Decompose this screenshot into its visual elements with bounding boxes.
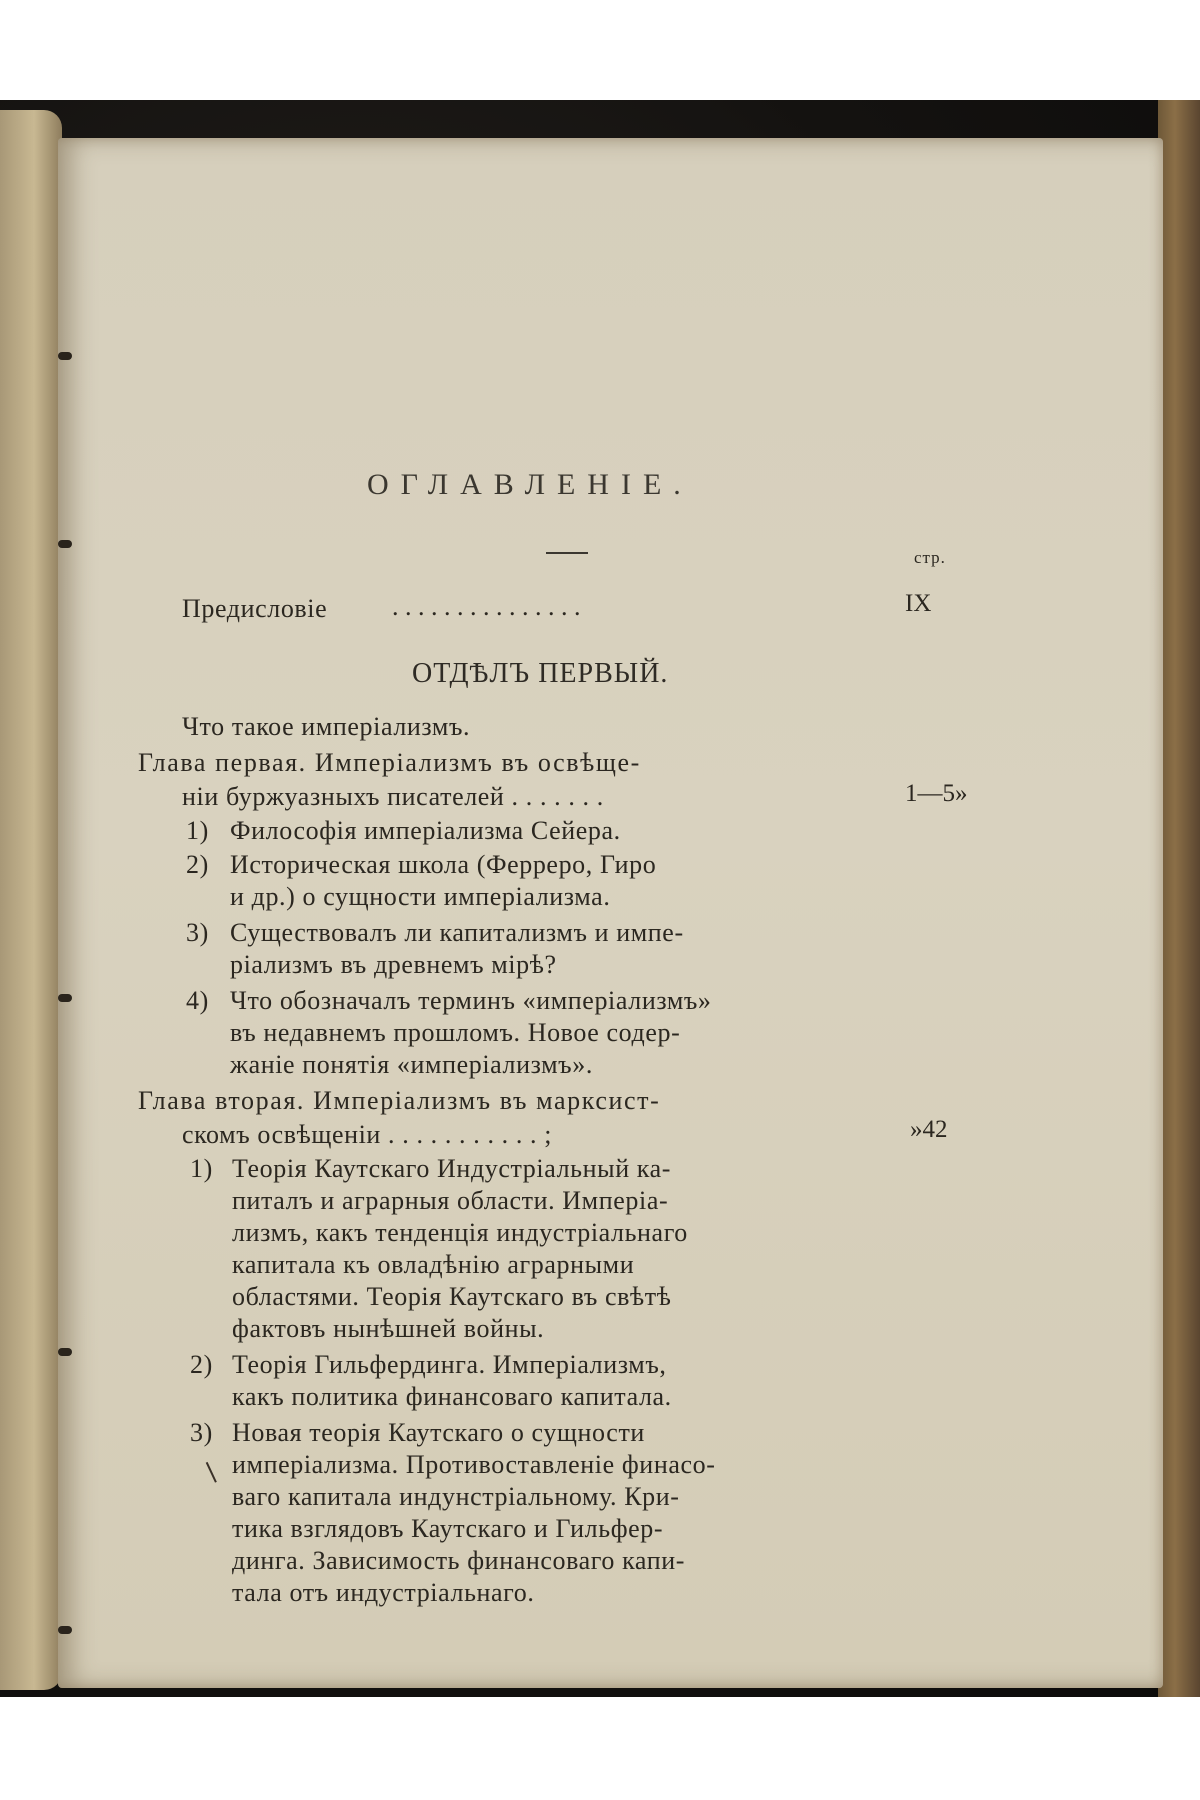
chapter2-title-cont: скомъ освѣщеніи . . . . . . . . . . . ;	[182, 1120, 553, 1149]
ch1-item-text: и др.) о сущности имперіализма.	[230, 882, 611, 911]
ch1-item-text: Философія имперіализма Сейера.	[230, 816, 621, 845]
page-column-header: стр.	[914, 548, 946, 567]
ch2-item-text: лизмъ, какъ тенденція индустріальнаго	[232, 1218, 688, 1247]
ch1-item-num: 4)	[186, 986, 209, 1015]
ch2-item-text: капитала къ овладѣнію аграрными	[232, 1250, 635, 1279]
ch1-item-num: 1)	[186, 816, 209, 845]
book-photo	[0, 100, 1200, 1697]
ch2-item-text: имперіализма. Противоставленіе финасо-	[232, 1450, 716, 1479]
binding-stitch	[58, 1626, 72, 1634]
binding-stitch	[58, 352, 72, 360]
binding-stitch	[58, 1348, 72, 1356]
ch2-item-text: какъ политика финансоваго капитала.	[232, 1382, 672, 1411]
chapter1-title-cont: ніи буржуазныхъ писателей . . . . . . .	[182, 782, 604, 811]
ch2-item-text: питалъ и аграрныя области. Имперіа-	[232, 1186, 669, 1215]
ch2-item-text: ваго капитала индунстріальному. Кри-	[232, 1482, 680, 1511]
chapter2-title: Глава вторая. Имперіализмъ въ марксист-	[138, 1086, 661, 1115]
ch2-item-text: областями. Теорія Каутскаго въ свѣтѣ	[232, 1282, 672, 1311]
title-rule	[546, 552, 588, 554]
ch1-item-text: Историческая школа (Ферреро, Гиро	[230, 850, 657, 879]
ch2-item-num: 2)	[190, 1350, 213, 1379]
contents-title: ОГЛАВЛЕНІЕ.	[367, 468, 693, 501]
ch1-item-text: въ недавнемъ прошломъ. Новое содер-	[230, 1018, 681, 1047]
ch1-item-text: Существовалъ ли капитализмъ и импе-	[230, 918, 684, 947]
preface-dot-leader: . . . . . . . . . . . . . . .	[392, 592, 581, 621]
book-cover-edge	[1158, 100, 1200, 1697]
binding-stitch	[58, 994, 72, 1002]
ch2-item-text: фактовъ нынѣшней войны.	[232, 1314, 545, 1343]
preface-page: IX	[905, 590, 932, 617]
section-subtitle: Что такое имперіализмъ.	[182, 712, 471, 741]
ch2-item-num: 3)	[190, 1418, 213, 1447]
ch2-item-num: 1)	[190, 1154, 213, 1183]
ch2-item-text: динга. Зависимость финансоваго капи-	[232, 1546, 686, 1575]
ch2-item-text: Теорія Гильфердинга. Имперіализмъ,	[232, 1350, 667, 1379]
ch2-item-text: тика взглядовъ Каутскаго и Гильфер-	[232, 1514, 664, 1543]
ch1-item-text: жаніе понятія «имперіализмъ».	[230, 1050, 593, 1079]
ch1-item-text: Что обозначалъ терминъ «имперіализмъ»	[230, 986, 712, 1015]
chapter1-page: 1—5»	[905, 780, 968, 807]
preface-label: Предисловіе	[182, 594, 328, 623]
previous-page-edge	[0, 110, 62, 1690]
ch1-item-num: 2)	[186, 850, 209, 879]
chapter1-title: Глава первая. Имперіализмъ въ освѣще-	[138, 748, 641, 777]
ch1-item-num: 3)	[186, 918, 209, 947]
ch2-item-text: Теорія Каутскаго Индустріальный ка-	[232, 1154, 672, 1183]
ch2-item-text: Новая теорія Каутскаго о сущности	[232, 1418, 645, 1447]
chapter2-page: »42	[910, 1116, 948, 1143]
ch2-item-text: тала отъ индустріальнаго.	[232, 1578, 535, 1607]
ch1-item-text: ріализмъ въ древнемъ мірѣ?	[230, 950, 557, 979]
section-title: ОТДѢЛЪ ПЕРВЫЙ.	[412, 658, 669, 689]
binding-stitch	[58, 540, 72, 548]
